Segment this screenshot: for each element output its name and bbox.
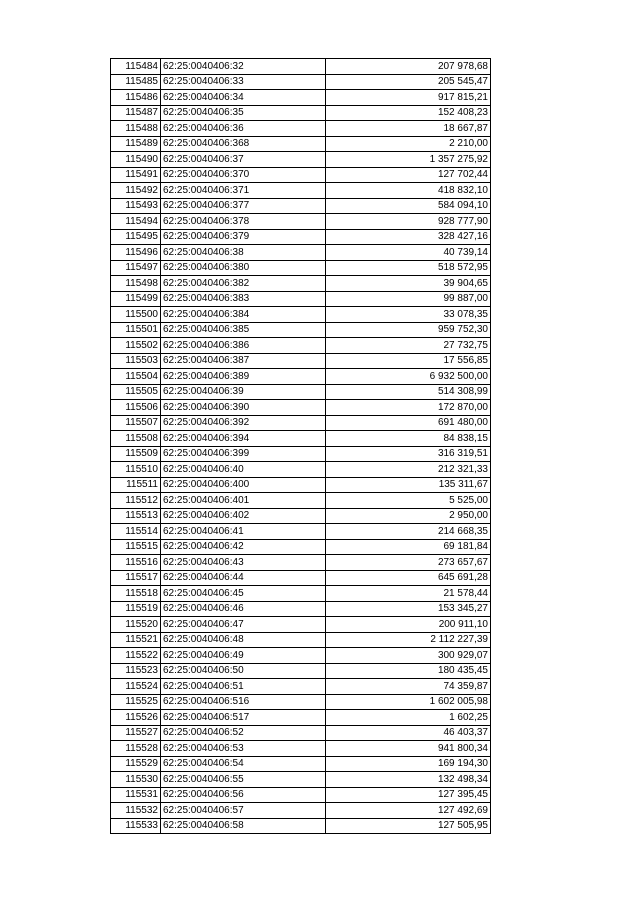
cadastral-number-cell: 62:25:0040406:44 bbox=[161, 570, 326, 586]
cadastral-value-cell: 212 321,33 bbox=[326, 462, 491, 478]
cadastral-value-cell: 127 395,45 bbox=[326, 787, 491, 803]
row-number-cell: 115509 bbox=[111, 446, 161, 462]
cadastral-value-cell: 418 832,10 bbox=[326, 183, 491, 199]
row-number-cell: 115488 bbox=[111, 121, 161, 137]
table-row bbox=[111, 803, 491, 819]
cadastral-number-cell: 62:25:0040406:516 bbox=[161, 694, 326, 710]
cadastral-number-cell: 62:25:0040406:392 bbox=[161, 415, 326, 431]
row-number-cell: 115490 bbox=[111, 152, 161, 168]
cadastral-value-cell: 1 357 275,92 bbox=[326, 152, 491, 168]
cadastral-value-cell: 207 978,68 bbox=[326, 59, 491, 75]
cadastral-number-cell: 62:25:0040406:368 bbox=[161, 136, 326, 152]
row-number-cell: 115513 bbox=[111, 508, 161, 524]
row-number-cell: 115516 bbox=[111, 555, 161, 571]
row-number-cell: 115485 bbox=[111, 74, 161, 90]
cadastral-number-cell: 62:25:0040406:39 bbox=[161, 384, 326, 400]
cadastral-value-cell: 2 210,00 bbox=[326, 136, 491, 152]
cadastral-number-cell: 62:25:0040406:371 bbox=[161, 183, 326, 199]
row-number-cell: 115519 bbox=[111, 601, 161, 617]
row-number-cell: 115525 bbox=[111, 694, 161, 710]
cadastral-value-cell: 328 427,16 bbox=[326, 229, 491, 245]
cadastral-number-cell: 62:25:0040406:46 bbox=[161, 601, 326, 617]
row-number-cell: 115502 bbox=[111, 338, 161, 354]
cadastral-number-cell: 62:25:0040406:38 bbox=[161, 245, 326, 261]
cadastral-number-cell: 62:25:0040406:387 bbox=[161, 353, 326, 369]
cadastral-value-cell: 584 094,10 bbox=[326, 198, 491, 214]
table-row bbox=[111, 431, 491, 447]
cadastral-value-cell: 21 578,44 bbox=[326, 586, 491, 602]
row-number-cell: 115484 bbox=[111, 59, 161, 75]
cadastral-value-cell: 6 932 500,00 bbox=[326, 369, 491, 385]
row-number-cell: 115507 bbox=[111, 415, 161, 431]
row-number-cell: 115515 bbox=[111, 539, 161, 555]
cadastral-number-cell: 62:25:0040406:379 bbox=[161, 229, 326, 245]
cadastral-value-cell: 518 572,95 bbox=[326, 260, 491, 276]
table-row bbox=[111, 214, 491, 230]
table-row bbox=[111, 508, 491, 524]
cadastral-value-cell: 152 408,23 bbox=[326, 105, 491, 121]
row-number-cell: 115494 bbox=[111, 214, 161, 230]
cadastral-value-cell: 127 505,95 bbox=[326, 818, 491, 834]
cadastral-number-cell: 62:25:0040406:48 bbox=[161, 632, 326, 648]
row-number-cell: 115505 bbox=[111, 384, 161, 400]
table-row bbox=[111, 586, 491, 602]
cadastral-number-cell: 62:25:0040406:37 bbox=[161, 152, 326, 168]
cadastral-number-cell: 62:25:0040406:58 bbox=[161, 818, 326, 834]
cadastral-value-cell: 645 691,28 bbox=[326, 570, 491, 586]
table-row bbox=[111, 741, 491, 757]
table-row bbox=[111, 136, 491, 152]
cadastral-number-cell: 62:25:0040406:42 bbox=[161, 539, 326, 555]
row-number-cell: 115529 bbox=[111, 756, 161, 772]
table-row bbox=[111, 787, 491, 803]
row-number-cell: 115528 bbox=[111, 741, 161, 757]
table-row bbox=[111, 400, 491, 416]
cadastral-value-cell: 69 181,84 bbox=[326, 539, 491, 555]
cadastral-number-cell: 62:25:0040406:383 bbox=[161, 291, 326, 307]
cadastral-value-cell: 514 308,99 bbox=[326, 384, 491, 400]
row-number-cell: 115492 bbox=[111, 183, 161, 199]
cadastral-number-cell: 62:25:0040406:45 bbox=[161, 586, 326, 602]
table-row bbox=[111, 679, 491, 695]
document-page bbox=[110, 58, 491, 834]
table-row bbox=[111, 663, 491, 679]
row-number-cell: 115504 bbox=[111, 369, 161, 385]
cadastral-number-cell: 62:25:0040406:41 bbox=[161, 524, 326, 540]
cadastral-number-cell: 62:25:0040406:380 bbox=[161, 260, 326, 276]
table-row bbox=[111, 601, 491, 617]
row-number-cell: 115514 bbox=[111, 524, 161, 540]
table-row bbox=[111, 648, 491, 664]
table-row bbox=[111, 245, 491, 261]
cadastral-number-cell: 62:25:0040406:43 bbox=[161, 555, 326, 571]
cadastral-number-cell: 62:25:0040406:389 bbox=[161, 369, 326, 385]
cadastral-value-cell: 33 078,35 bbox=[326, 307, 491, 323]
cadastral-value-cell: 172 870,00 bbox=[326, 400, 491, 416]
table-row bbox=[111, 59, 491, 75]
row-number-cell: 115531 bbox=[111, 787, 161, 803]
cadastral-value-cell: 127 702,44 bbox=[326, 167, 491, 183]
cadastral-value-cell: 928 777,90 bbox=[326, 214, 491, 230]
cadastral-value-cell: 316 319,51 bbox=[326, 446, 491, 462]
table-row bbox=[111, 90, 491, 106]
table-row bbox=[111, 694, 491, 710]
table-row bbox=[111, 369, 491, 385]
cadastral-number-cell: 62:25:0040406:400 bbox=[161, 477, 326, 493]
cadastral-value-cell: 169 194,30 bbox=[326, 756, 491, 772]
row-number-cell: 115512 bbox=[111, 493, 161, 509]
cadastral-number-cell: 62:25:0040406:382 bbox=[161, 276, 326, 292]
cadastral-value-cell: 273 657,67 bbox=[326, 555, 491, 571]
row-number-cell: 115491 bbox=[111, 167, 161, 183]
cadastral-value-table bbox=[110, 58, 491, 834]
cadastral-value-cell: 132 498,34 bbox=[326, 772, 491, 788]
cadastral-number-cell: 62:25:0040406:40 bbox=[161, 462, 326, 478]
table-row bbox=[111, 105, 491, 121]
cadastral-number-cell: 62:25:0040406:36 bbox=[161, 121, 326, 137]
row-number-cell: 115527 bbox=[111, 725, 161, 741]
row-number-cell: 115530 bbox=[111, 772, 161, 788]
row-number-cell: 115496 bbox=[111, 245, 161, 261]
cadastral-number-cell: 62:25:0040406:401 bbox=[161, 493, 326, 509]
cadastral-number-cell: 62:25:0040406:51 bbox=[161, 679, 326, 695]
cadastral-number-cell: 62:25:0040406:57 bbox=[161, 803, 326, 819]
row-number-cell: 115489 bbox=[111, 136, 161, 152]
row-number-cell: 115497 bbox=[111, 260, 161, 276]
cadastral-number-cell: 62:25:0040406:33 bbox=[161, 74, 326, 90]
table-row bbox=[111, 818, 491, 834]
cadastral-number-cell: 62:25:0040406:399 bbox=[161, 446, 326, 462]
cadastral-number-cell: 62:25:0040406:53 bbox=[161, 741, 326, 757]
table-row bbox=[111, 555, 491, 571]
cadastral-number-cell: 62:25:0040406:47 bbox=[161, 617, 326, 633]
cadastral-number-cell: 62:25:0040406:390 bbox=[161, 400, 326, 416]
cadastral-number-cell: 62:25:0040406:394 bbox=[161, 431, 326, 447]
table-row bbox=[111, 539, 491, 555]
row-number-cell: 115510 bbox=[111, 462, 161, 478]
cadastral-number-cell: 62:25:0040406:56 bbox=[161, 787, 326, 803]
cadastral-value-cell: 180 435,45 bbox=[326, 663, 491, 679]
table-row bbox=[111, 710, 491, 726]
table-row bbox=[111, 384, 491, 400]
cadastral-value-cell: 74 359,87 bbox=[326, 679, 491, 695]
row-number-cell: 115524 bbox=[111, 679, 161, 695]
row-number-cell: 115499 bbox=[111, 291, 161, 307]
cadastral-value-cell: 205 545,47 bbox=[326, 74, 491, 90]
cadastral-value-cell: 959 752,30 bbox=[326, 322, 491, 338]
table-row bbox=[111, 632, 491, 648]
cadastral-value-cell: 99 887,00 bbox=[326, 291, 491, 307]
table-row bbox=[111, 524, 491, 540]
row-number-cell: 115486 bbox=[111, 90, 161, 106]
cadastral-value-cell: 300 929,07 bbox=[326, 648, 491, 664]
row-number-cell: 115501 bbox=[111, 322, 161, 338]
table-row bbox=[111, 198, 491, 214]
row-number-cell: 115500 bbox=[111, 307, 161, 323]
table-row bbox=[111, 74, 491, 90]
row-number-cell: 115521 bbox=[111, 632, 161, 648]
row-number-cell: 115511 bbox=[111, 477, 161, 493]
table-row bbox=[111, 167, 491, 183]
cadastral-value-cell: 135 311,67 bbox=[326, 477, 491, 493]
row-number-cell: 115498 bbox=[111, 276, 161, 292]
cadastral-value-cell: 2 112 227,39 bbox=[326, 632, 491, 648]
row-number-cell: 115495 bbox=[111, 229, 161, 245]
cadastral-number-cell: 62:25:0040406:402 bbox=[161, 508, 326, 524]
row-number-cell: 115526 bbox=[111, 710, 161, 726]
table-row bbox=[111, 415, 491, 431]
cadastral-number-cell: 62:25:0040406:377 bbox=[161, 198, 326, 214]
cadastral-value-cell: 1 602 005,98 bbox=[326, 694, 491, 710]
cadastral-value-cell: 214 668,35 bbox=[326, 524, 491, 540]
table-row bbox=[111, 446, 491, 462]
cadastral-number-cell: 62:25:0040406:49 bbox=[161, 648, 326, 664]
cadastral-value-cell: 200 911,10 bbox=[326, 617, 491, 633]
table-row bbox=[111, 276, 491, 292]
table-row bbox=[111, 152, 491, 168]
table-row bbox=[111, 183, 491, 199]
table-row bbox=[111, 477, 491, 493]
cadastral-number-cell: 62:25:0040406:34 bbox=[161, 90, 326, 106]
cadastral-value-cell: 691 480,00 bbox=[326, 415, 491, 431]
cadastral-value-cell: 40 739,14 bbox=[326, 245, 491, 261]
cadastral-value-cell: 18 667,87 bbox=[326, 121, 491, 137]
table-row bbox=[111, 353, 491, 369]
table-row bbox=[111, 121, 491, 137]
table-row bbox=[111, 260, 491, 276]
cadastral-number-cell: 62:25:0040406:378 bbox=[161, 214, 326, 230]
row-number-cell: 115522 bbox=[111, 648, 161, 664]
cadastral-value-cell: 1 602,25 bbox=[326, 710, 491, 726]
table-body bbox=[111, 59, 491, 834]
row-number-cell: 115523 bbox=[111, 663, 161, 679]
cadastral-number-cell: 62:25:0040406:517 bbox=[161, 710, 326, 726]
row-number-cell: 115503 bbox=[111, 353, 161, 369]
cadastral-value-cell: 127 492,69 bbox=[326, 803, 491, 819]
table-row bbox=[111, 338, 491, 354]
table-row bbox=[111, 322, 491, 338]
table-row bbox=[111, 493, 491, 509]
cadastral-value-cell: 46 403,37 bbox=[326, 725, 491, 741]
row-number-cell: 115506 bbox=[111, 400, 161, 416]
cadastral-number-cell: 62:25:0040406:55 bbox=[161, 772, 326, 788]
row-number-cell: 115518 bbox=[111, 586, 161, 602]
table-row bbox=[111, 291, 491, 307]
cadastral-value-cell: 27 732,75 bbox=[326, 338, 491, 354]
table-row bbox=[111, 229, 491, 245]
cadastral-number-cell: 62:25:0040406:384 bbox=[161, 307, 326, 323]
row-number-cell: 115508 bbox=[111, 431, 161, 447]
cadastral-number-cell: 62:25:0040406:385 bbox=[161, 322, 326, 338]
row-number-cell: 115533 bbox=[111, 818, 161, 834]
cadastral-number-cell: 62:25:0040406:32 bbox=[161, 59, 326, 75]
table-row bbox=[111, 772, 491, 788]
cadastral-value-cell: 153 345,27 bbox=[326, 601, 491, 617]
cadastral-number-cell: 62:25:0040406:52 bbox=[161, 725, 326, 741]
table-row bbox=[111, 617, 491, 633]
row-number-cell: 115493 bbox=[111, 198, 161, 214]
cadastral-value-cell: 941 800,34 bbox=[326, 741, 491, 757]
cadastral-number-cell: 62:25:0040406:54 bbox=[161, 756, 326, 772]
row-number-cell: 115487 bbox=[111, 105, 161, 121]
cadastral-number-cell: 62:25:0040406:35 bbox=[161, 105, 326, 121]
table-row bbox=[111, 462, 491, 478]
cadastral-value-cell: 84 838,15 bbox=[326, 431, 491, 447]
cadastral-value-cell: 2 950,00 bbox=[326, 508, 491, 524]
table-row bbox=[111, 756, 491, 772]
cadastral-value-cell: 5 525,00 bbox=[326, 493, 491, 509]
cadastral-value-cell: 17 556,85 bbox=[326, 353, 491, 369]
table-row bbox=[111, 570, 491, 586]
row-number-cell: 115520 bbox=[111, 617, 161, 633]
cadastral-number-cell: 62:25:0040406:386 bbox=[161, 338, 326, 354]
table-row bbox=[111, 725, 491, 741]
row-number-cell: 115517 bbox=[111, 570, 161, 586]
cadastral-number-cell: 62:25:0040406:50 bbox=[161, 663, 326, 679]
cadastral-value-cell: 917 815,21 bbox=[326, 90, 491, 106]
table-row bbox=[111, 307, 491, 323]
cadastral-number-cell: 62:25:0040406:370 bbox=[161, 167, 326, 183]
row-number-cell: 115532 bbox=[111, 803, 161, 819]
cadastral-value-cell: 39 904,65 bbox=[326, 276, 491, 292]
